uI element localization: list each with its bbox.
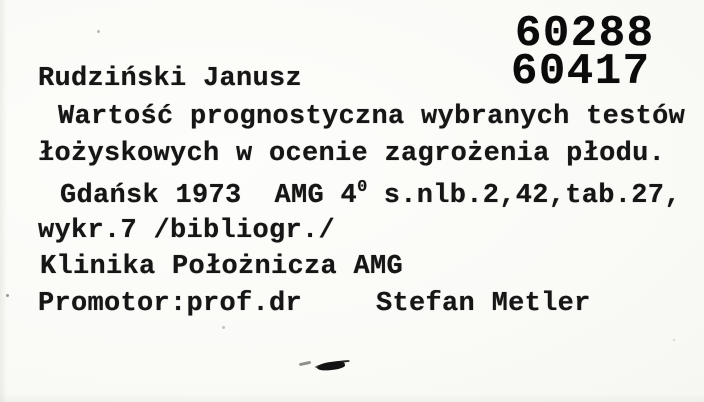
- promoter-name: Stefan Metler: [376, 289, 591, 319]
- ink-smudge-tail: [299, 361, 311, 366]
- institution-name: Klinika Położnicza AMG: [40, 252, 404, 282]
- imprint-line-2: wykr.7 /bibliogr./: [38, 216, 336, 246]
- promoter-label: Promotor:prof.dr: [38, 289, 303, 319]
- catalog-number-top: 60288: [515, 9, 655, 59]
- paper-speck: [222, 326, 225, 329]
- author-name: Rudziński Janusz: [38, 64, 303, 94]
- title-line-2: łożyskowych w ocenie zagrożenia płodu.: [38, 139, 666, 169]
- promoter-line: [38, 291, 591, 318]
- imprint-line-1: [60, 179, 681, 210]
- title-line-1: Wartość prognostyczna wybranych testów: [58, 102, 686, 132]
- format-superscript: 0: [357, 178, 368, 197]
- paper-speck: [673, 339, 675, 341]
- catalog-number-bottom: 60417: [511, 47, 651, 97]
- imprint-line-1-pagination: s.nlb.2,42,tab.27,: [367, 181, 681, 211]
- imprint-line-1-text: Gdańsk 1973 AMG 4: [60, 181, 358, 211]
- ink-smudge: [317, 360, 346, 371]
- paper-speck: [97, 30, 100, 33]
- paper-speck: [6, 294, 9, 297]
